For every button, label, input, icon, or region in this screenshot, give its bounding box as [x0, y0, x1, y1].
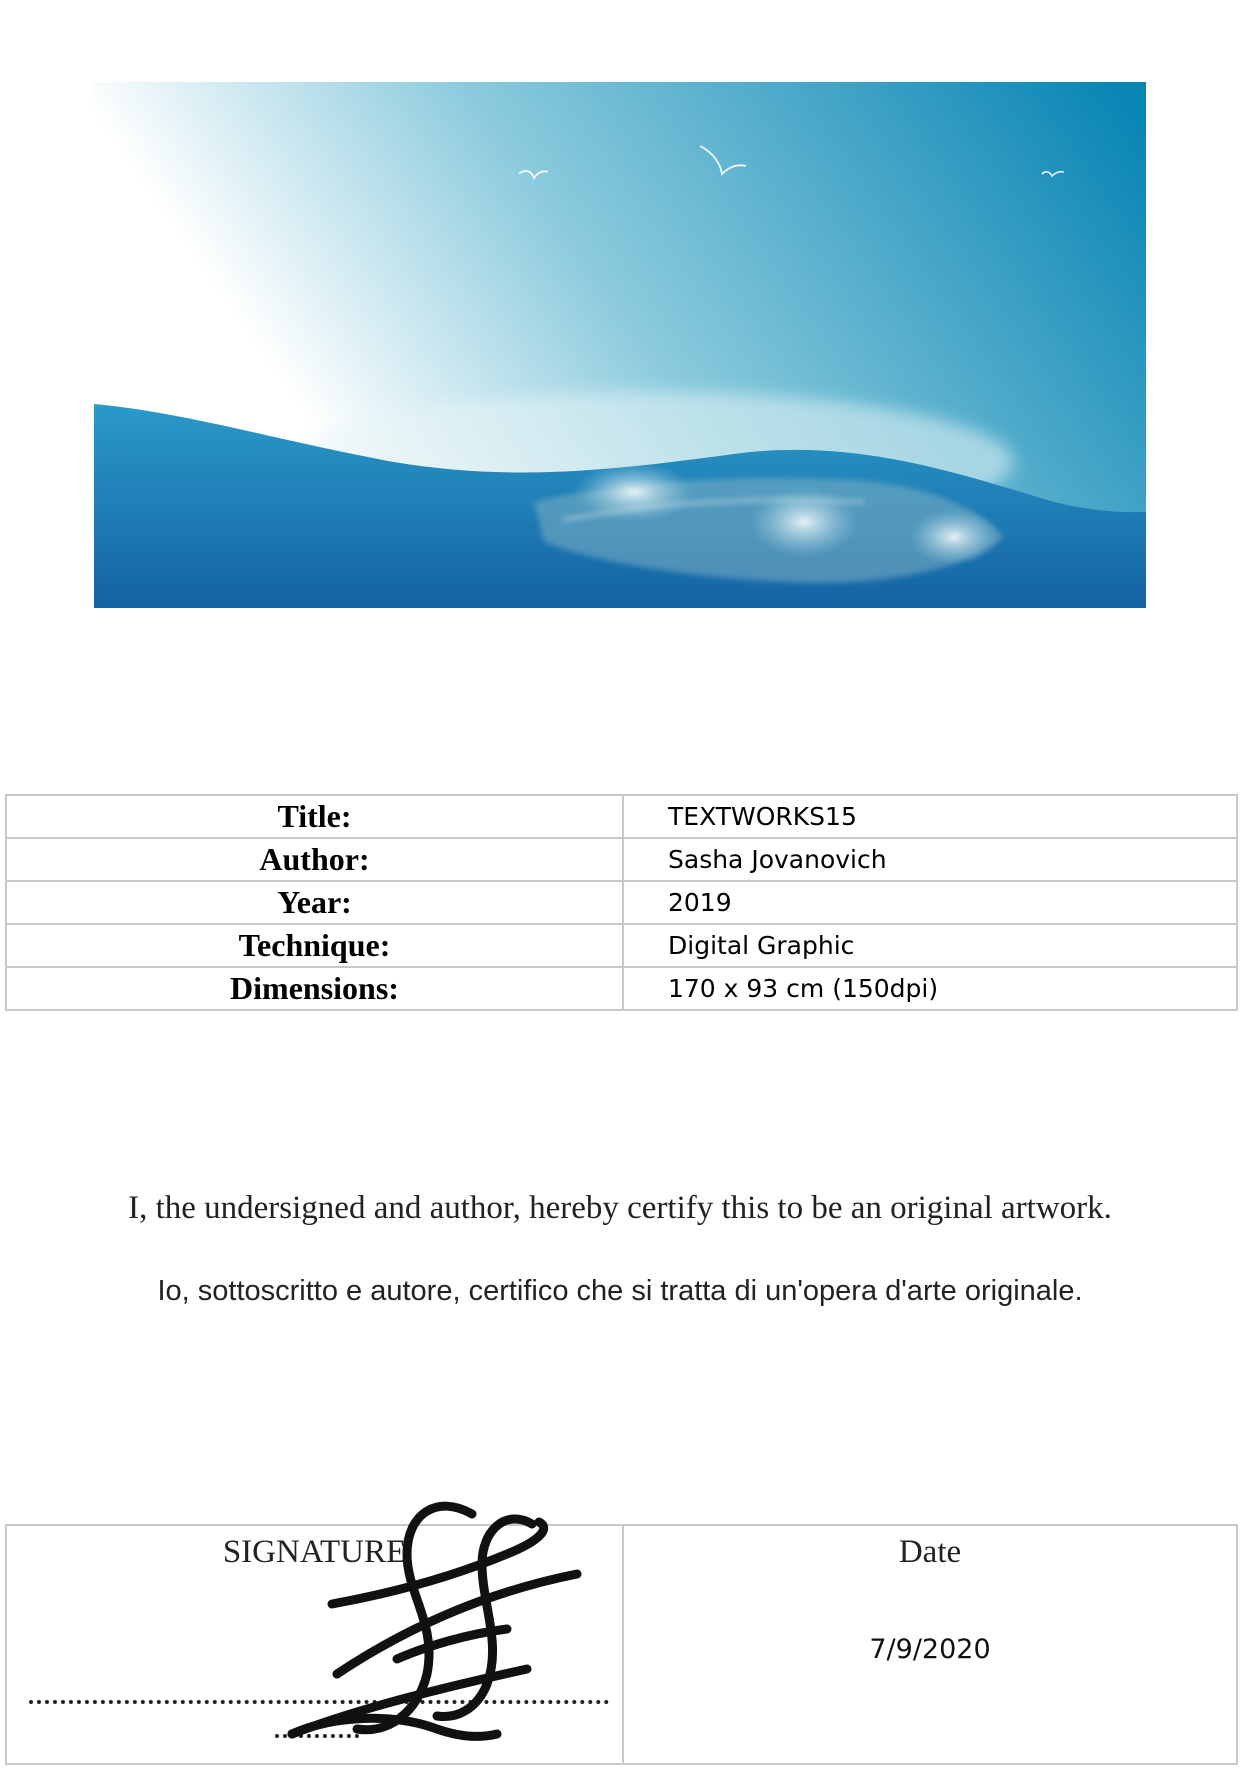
table-row	[6, 967, 1237, 1010]
table-row	[6, 795, 1237, 838]
dimensions-label: Dimensions:	[6, 967, 623, 1010]
handwritten-signature	[277, 1484, 607, 1754]
table-row	[6, 924, 1237, 967]
artwork-image	[94, 82, 1146, 608]
certification-statement-english: I, the undersigned and author, hereby certify this to be an original artwork.	[128, 1190, 1112, 1226]
certification-statement-italian: Io, sottoscritto e autore, certifico che si tratta di un'opera d'arte originale.	[157, 1275, 1083, 1307]
dimensions-value: 170 x 93 cm (150dpi)	[623, 967, 1237, 1010]
signature-cell	[6, 1525, 623, 1764]
technique-label: Technique:	[6, 924, 623, 967]
title-label: Title:	[6, 795, 623, 838]
date-value: 7/9/2020	[869, 1634, 991, 1665]
date-cell	[623, 1525, 1237, 1764]
title-value: TEXTWORKS15	[623, 795, 1237, 838]
author-value: Sasha Jovanovich	[623, 838, 1237, 881]
seascape-illustration	[94, 82, 1146, 608]
year-label: Year:	[6, 881, 623, 924]
artwork-info-table	[5, 794, 1238, 1011]
table-row	[6, 881, 1237, 924]
year-value: 2019	[623, 881, 1237, 924]
signature-label: SIGNATURE	[222, 1534, 407, 1570]
author-label: Author:	[6, 838, 623, 881]
signature-table	[5, 1524, 1238, 1765]
technique-value: Digital Graphic	[623, 924, 1237, 967]
date-label: Date	[898, 1534, 962, 1570]
table-row	[6, 838, 1237, 881]
